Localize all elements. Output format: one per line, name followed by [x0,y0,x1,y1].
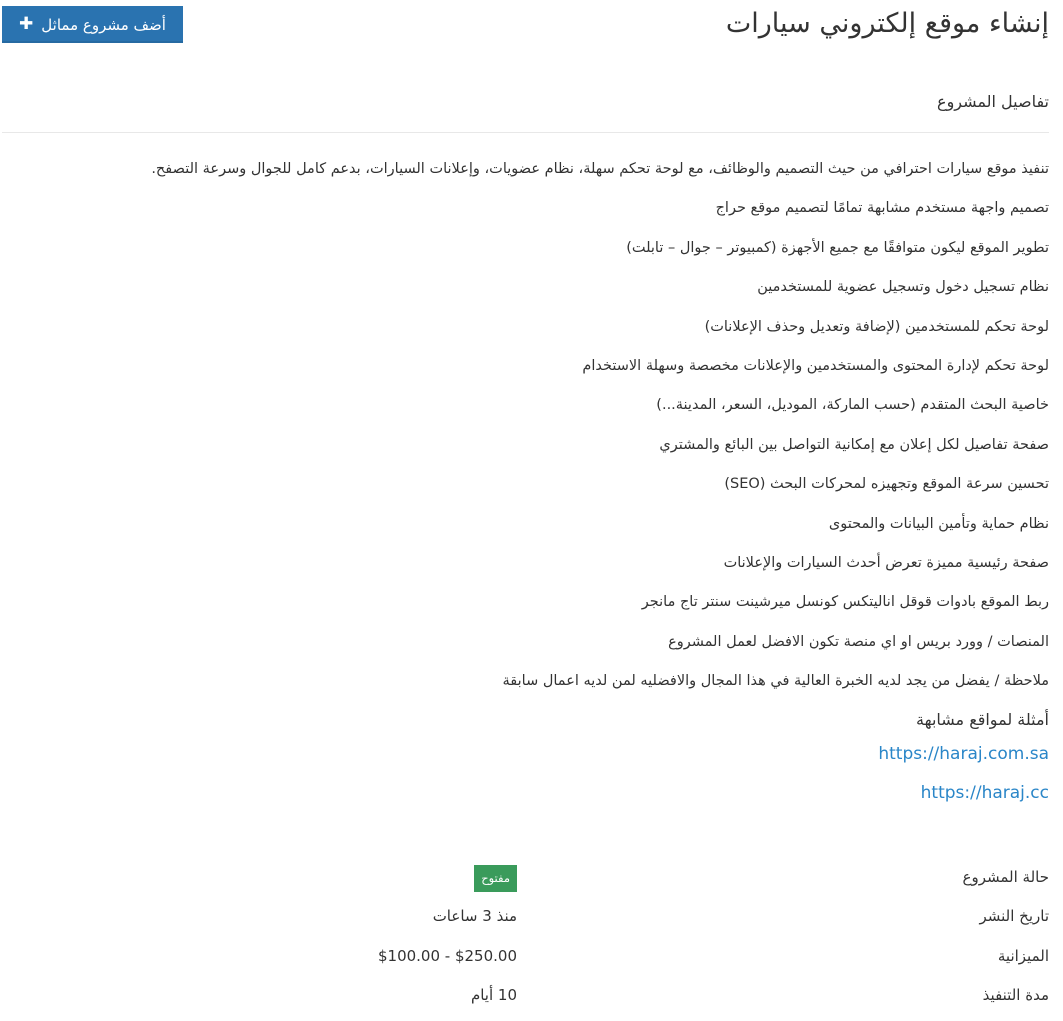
description-line: خاصية البحث المتقدم (حسب الماركة، الموديل، السعر، المدينة...) [656,397,1049,414]
status-badge: مفتوح [474,865,517,892]
add-similar-project-label: أضف مشروع مماثل [41,15,166,34]
budget-value: $100.00 - $250.00 [377,946,517,965]
project-description [2,156,1049,707]
add-similar-project-button[interactable] [2,6,183,43]
description-line: صفحة رئيسية مميزة تعرض أحدث السيارات والإعلانات [723,554,1049,571]
description-line: لوحة تحكم لإدارة المحتوى والمستخدمين والإعلانات مخصصة وسهلة الاستخدام [582,357,1049,374]
description-line: ربط الموقع بادوات قوقل اناليتكس كونسل ميرشينت سنتر تاج مانجر [641,594,1049,611]
description-line: نظام تسجيل دخول وتسجيل عضوية للمستخدمين [757,279,1049,296]
plus-icon: ✚ [19,14,34,34]
description-line: لوحة تحكم للمستخدمين (لإضافة وتعديل وحذف الإعلانات) [704,318,1049,335]
section-divider [2,132,1049,133]
description-line: ملاحظة / يفضل من يجد لديه الخبرة العالية في هذا المجال والافضليه لمن لديه اعمال سابقة [502,673,1049,690]
list-item [878,741,1049,780]
meta-row-status [2,863,1049,902]
similar-sites-links [878,741,1049,819]
project-meta [2,863,1049,1021]
haraj-cc-link[interactable]: https://haraj.cc [920,783,1049,803]
description-line: نظام حماية وتأمين البيانات والمحتوى [828,515,1049,532]
description-line: تصميم واجهة مستخدم مشابهة تمامًا لتصميم موقع حراج [715,200,1049,217]
page-header [2,0,1049,50]
published-value: منذ 3 ساعات [432,907,517,926]
list-item [878,780,1049,819]
published-label: تاريخ النشر [979,907,1049,926]
description-line: المنصات / وورد بريس او اي منصة تكون الافضل لعمل المشروع [668,633,1049,650]
status-label: حالة المشروع [962,868,1049,886]
meta-row-budget [2,942,1049,981]
description-line: تطوير الموقع ليكون متوافقًا مع جميع الأجهزة (كمبيوتر – جوال – تابلت) [626,239,1049,256]
meta-row-published [2,902,1049,941]
project-page [2,0,1049,1015]
description-line: صفحة تفاصيل لكل إعلان مع إمكانية التواصل بين البائع والمشتري [659,436,1049,453]
project-details-title: تفاصيل المشروع [937,92,1049,111]
description-line: تنفيذ موقع سيارات احترافي من حيث التصميم والوظائف، مع لوحة تحكم سهلة، نظام عضويات، وإعلانات السيارات، بدعم كامل للجوال وسرعة التصفح. [151,161,1049,177]
budget-label: الميزانية [997,946,1049,965]
description-line: تحسين سرعة الموقع وتجهيزه لمحركات البحث (SEO) [724,476,1049,493]
similar-sites-title: أمثلة لمواقع مشابهة [915,710,1049,729]
page-title: إنشاء موقع إلكتروني سيارات [725,8,1049,39]
status-value [474,863,517,892]
duration-label: مدة التنفيذ [982,986,1049,1005]
haraj-com-sa-link[interactable]: https://haraj.com.sa [878,744,1049,764]
duration-value: 10 أيام [470,986,517,1005]
